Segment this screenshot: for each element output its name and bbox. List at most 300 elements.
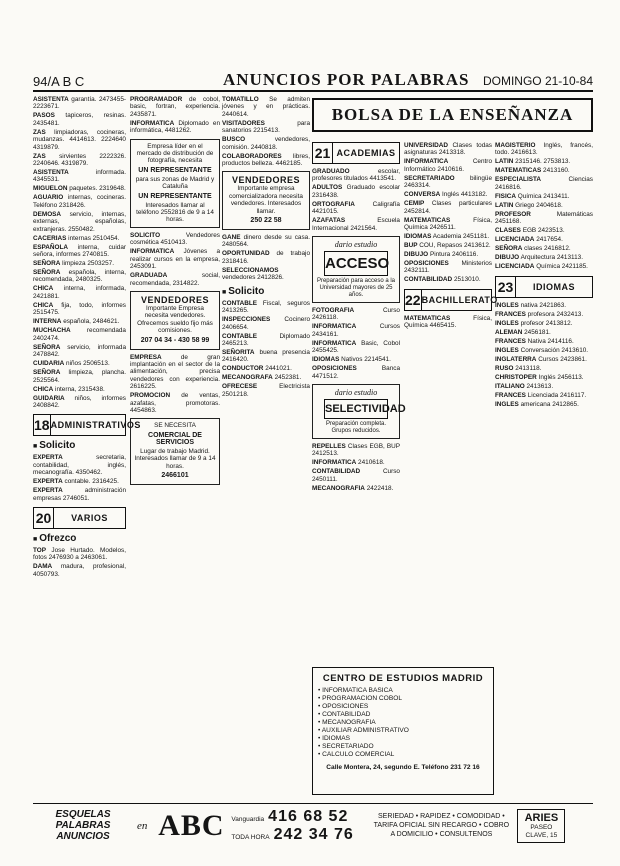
ads-list: [312, 168, 400, 232]
classified-ad: [495, 383, 593, 390]
classified-ad: [495, 329, 593, 336]
ad-body: 2452381.: [274, 374, 302, 382]
ad-body: social, recomendada, 2314822.: [130, 272, 220, 287]
ad-keyword: CLASES: [495, 227, 521, 235]
ad-body: para sanatorios 2215413.: [222, 119, 310, 135]
ad-keyword: REPELLES: [312, 443, 346, 451]
ads-list: [222, 96, 310, 167]
ad-intro: Empresa líder en el mercado de distribución de fotografía, necesita: [136, 142, 214, 165]
aries-logo: [517, 809, 565, 843]
classified-ad: [130, 96, 220, 118]
classified-ad: [130, 354, 220, 391]
ad-keyword: MATEMATICAS: [404, 216, 451, 224]
ad-keyword: ASISTENTA: [33, 96, 69, 103]
ad-keyword: INSPECCIONES: [222, 316, 271, 324]
classified-ad: [130, 392, 220, 414]
classified-ad: [33, 327, 126, 342]
classified-ad: [33, 285, 126, 300]
classified-ad: [222, 136, 310, 151]
classified-ad: [312, 168, 400, 183]
ad-keyword: PROGRAMADOR: [130, 96, 183, 103]
classified-ad: [312, 485, 400, 492]
classified-ad: [222, 96, 310, 118]
ad-body: de ventas, azafatas, promotoras. 4454863.: [130, 392, 220, 414]
classified-ad: [404, 233, 492, 240]
ad-body: 2456181.: [524, 328, 551, 336]
ad-keyword: GUIDARIA: [33, 394, 65, 402]
classified-ad: [33, 344, 126, 359]
ad-body: Cursos 2423861.: [538, 355, 587, 363]
ad-body: Griego 2404618.: [515, 201, 563, 209]
aries-address: PASEO CLAVE, 15: [525, 823, 558, 839]
classified-ad: [33, 487, 126, 502]
classified-ad: [33, 185, 126, 192]
ad-body: Curso 2450111.: [312, 468, 400, 483]
ads-list: [404, 142, 492, 284]
ad-body: Clases particulares 2452814.: [404, 200, 492, 215]
classified-ad: [33, 369, 126, 384]
course-list: [318, 687, 488, 759]
ad-keyword: FRANCES: [495, 310, 526, 318]
classified-ad: [404, 276, 492, 283]
ad-body: Clases EGB, BUP 2412513.: [312, 443, 401, 458]
ad-body: servicio, internas, externas, españolas, extranjeras. 2550482.: [33, 210, 126, 233]
ad-body: interna, informada, 2421881.: [33, 285, 126, 300]
course-item: • INFORMATICA BASICA: [318, 687, 488, 695]
ad-body: Ciencias 2416816.: [495, 176, 593, 191]
ad-address: Calle Montera, 24, segundo E. Teléfono 231 72 16: [326, 764, 480, 771]
ad-body: Pintura 2406116.: [429, 251, 479, 259]
ad-keyword: EXPERTA: [33, 454, 63, 462]
ad-body: niños 2506513.: [66, 360, 110, 368]
ad-keyword: ADULTOS: [312, 184, 343, 192]
ad-keyword: OPORTUNIDAD: [222, 250, 270, 258]
ad-keyword: MECANOGRAFA: [222, 374, 273, 382]
ad-body: Clases todas asignaturas 2413318.: [404, 142, 492, 157]
ad-body: 2413160.: [543, 167, 570, 175]
ad-keyword: ALEMAN: [495, 328, 523, 336]
ads-list: [222, 234, 310, 282]
classified-ad: [495, 401, 593, 408]
classified-ad: [312, 443, 400, 458]
ad-keyword: GRADUADA: [130, 272, 168, 280]
phone-number[interactable]: 242 34 76: [273, 825, 354, 843]
classified-ad: [222, 234, 310, 249]
ad-body: 2413118.: [515, 364, 542, 372]
ad-body: de trabajo 2318416.: [222, 250, 310, 265]
ad-keyword: INGLES: [495, 301, 519, 309]
ad-title: COMERCIAL DE SERVICIOS: [148, 431, 202, 446]
ad-keyword: CONDUCTOR: [222, 365, 264, 373]
ad-keyword: COLABORADORES: [222, 152, 282, 160]
section-number: 23: [496, 277, 516, 297]
ad-keyword: MUCHACHA: [33, 327, 71, 335]
classified-ad: [222, 267, 310, 282]
ad-body: Graduado escolar 2316438.: [312, 184, 400, 199]
ad-keyword: EXPERTA: [33, 478, 63, 486]
classified-ad: [404, 158, 492, 173]
section-name: IDIOMAS: [532, 281, 575, 292]
classified-ad: [312, 365, 400, 380]
ad-body: escolar, profesores titulados 4413541.: [312, 168, 400, 183]
ad-body: libres, productos belleza. 4462185.: [222, 152, 310, 168]
ad-keyword: INGLES: [495, 319, 519, 327]
classified-ad: [312, 217, 400, 232]
ad-body: Electricista 2501218.: [222, 383, 310, 398]
classified-ad: [312, 340, 400, 355]
display-ad-comercial: [130, 418, 220, 485]
ad-body: Arquitectura 2413113.: [520, 254, 584, 262]
ads-list: [495, 142, 593, 271]
ad-keyword: OFRECESE: [222, 383, 258, 391]
classified-ad: [222, 333, 310, 348]
ad-role: UN REPRESENTANTE: [138, 192, 212, 200]
ad-keyword: AGUARIO: [33, 194, 64, 202]
ad-body: de cobol, basic, fortran, experiencia. 2435871.: [130, 96, 221, 118]
ad-body: Basic, Cobol 2455425.: [312, 339, 400, 355]
ad-text: Lugar de trabajo Madrid. Interesados llamar de 9 a 14 horas.: [134, 447, 216, 470]
classified-ad: [404, 251, 492, 258]
course-item: • AUXILIAR ADMINISTRATIVO: [318, 727, 488, 735]
classified-ad: [33, 169, 126, 184]
phone-number[interactable]: 416 68 52: [268, 807, 349, 825]
ad-body: Jóvenes a realizar cursos en la empresa, 2453091.: [130, 248, 220, 271]
classified-ad: [130, 248, 220, 270]
classified-ad: [495, 338, 593, 345]
classified-ad: [33, 211, 126, 233]
ad-line: SE NECESITA: [154, 422, 196, 430]
ad-keyword: FISICA: [495, 192, 516, 200]
classified-ad: [33, 269, 126, 284]
ad-body: fija, todo, informes 2515475.: [33, 301, 126, 317]
ad-body: Física, Química 2426511.: [404, 216, 492, 232]
classified-ad: [404, 142, 492, 157]
classified-ad: [222, 374, 310, 381]
ad-keyword: MECANOGRAFIA: [312, 484, 365, 492]
ad-keyword: DAMA: [33, 563, 53, 571]
course-item: • OPOSICIONES: [318, 703, 488, 711]
classified-ad: [33, 194, 126, 209]
ad-body: de gran implantación en el sector de la alimentación, precisa vendedores con experiencia. 2616225.: [130, 353, 220, 391]
aries-name: ARIES: [524, 811, 559, 824]
ad-body: 2422418.: [366, 484, 394, 492]
ad-body: paquetes. 2319648.: [69, 185, 126, 193]
ad-keyword: UNIVERSIDAD: [404, 142, 449, 149]
section-number: 20: [34, 508, 54, 528]
classified-ad: [495, 142, 593, 157]
classified-ad: [222, 349, 310, 364]
ad-body: vendedores 2412826.: [222, 274, 284, 282]
ads-list: [130, 232, 220, 287]
ad-text: para sus zonas de Madrid y Cataluña: [135, 175, 215, 191]
classified-ad: [495, 227, 593, 234]
section-box-academias: [312, 142, 400, 164]
ad-keyword: CHRISTOPER: [495, 373, 537, 381]
ad-keyword: INFORMATICA: [312, 339, 357, 347]
ad-body: 2315146. 2753813.: [515, 158, 571, 166]
classified-ad: [33, 96, 126, 111]
ad-keyword: OPOSICIONES: [404, 260, 449, 268]
classified-ad: [33, 260, 126, 267]
classified-ad: [495, 263, 593, 270]
ad-body: 2513010.: [453, 276, 481, 284]
classified-ad: [495, 236, 593, 243]
ad-body: 2417654.: [536, 236, 563, 244]
ad-keyword: SELECCIONAMOS: [222, 266, 279, 274]
course-item: • IDIOMAS: [318, 735, 488, 743]
classified-ad: [222, 316, 310, 331]
ad-keyword: INGLATERRA: [495, 355, 537, 363]
ad-keyword: IDIOMAS: [404, 233, 432, 241]
ad-keyword: ITALIANO: [495, 382, 525, 390]
ad-body: Fiscal, seguros 2413265.: [222, 299, 310, 315]
ad-keyword: SEÑORITA: [222, 348, 255, 356]
ad-body: madura, profesional, 4050793.: [33, 563, 126, 578]
classified-ad: [495, 302, 593, 309]
ad-body: internas 2510454.: [68, 234, 120, 242]
classified-ad: [222, 120, 310, 135]
ad-body: profesora 2432413.: [527, 310, 584, 318]
classified-ad: [312, 323, 400, 338]
ad-body: interna, cuidar señora, informes 2740815.: [33, 243, 127, 259]
ad-phone: 250 22 58: [250, 217, 282, 225]
classified-ad: [404, 315, 492, 330]
ad-role: UN REPRESENTANTE: [138, 166, 212, 174]
classified-ad: [33, 454, 126, 476]
classified-ad: [495, 365, 593, 372]
ad-body: 2410618.: [358, 459, 385, 467]
ad-body: contable. 2316425.: [64, 478, 119, 486]
ad-keyword: INFORMATICA: [130, 248, 175, 256]
display-ad-vendedores: [130, 291, 220, 350]
page-number: 94/A B C: [33, 74, 85, 89]
section-number: 21: [313, 143, 333, 163]
classified-ad: [312, 468, 400, 483]
ad-text: Importante Empresa necesita vendedores. Ofrecemos sueldo fijo más comisiones.: [137, 304, 213, 335]
ad-body: limpiadoras, cocineras, mudanzas. 4414613. 2224640 4319879.: [33, 128, 126, 151]
ad-keyword: DEMOSA: [33, 210, 62, 218]
ad-body: Curso 2426118.: [312, 307, 400, 322]
ads-list: [130, 96, 220, 135]
footer-en: en: [137, 819, 148, 832]
ad-keyword: INFORMATICA: [312, 459, 357, 467]
ad-body: Licenciada 2416117.: [527, 391, 587, 399]
ad-keyword: SOLICITO: [130, 231, 161, 239]
ad-body: Inglés, francés, todo. 2416613.: [495, 142, 594, 157]
ad-keyword: CONTABILIDAD: [404, 276, 453, 284]
classified-ad: [495, 254, 593, 261]
ad-title: CENTRO DE ESTUDIOS MADRID: [322, 673, 484, 684]
classified-ad: [33, 478, 126, 485]
ad-body: Inglés 2456113.: [538, 373, 584, 381]
ad-body: Nativos 2214541.: [341, 356, 391, 364]
ad-keyword: SECRETARIADO: [404, 174, 455, 182]
classified-ad: [495, 347, 593, 354]
ad-keyword: VISITADORES: [222, 119, 265, 127]
classified-ad: [312, 356, 400, 363]
ad-body: Nativa 2414116.: [527, 337, 574, 345]
ad-keyword: SEÑORA: [495, 245, 523, 253]
classified-ad: [130, 272, 220, 287]
ad-keyword: MAGISTERIO: [495, 142, 536, 149]
classified-ad: [130, 232, 220, 247]
abc-logo: ABC: [158, 808, 225, 842]
ad-keyword: CHICA: [33, 301, 54, 309]
ad-keyword: INFORMATICA: [312, 323, 357, 331]
course-item: • MECANOGRAFIA: [318, 719, 488, 727]
ad-keyword: LICENCIADA: [495, 236, 535, 244]
classified-ad: [495, 320, 593, 327]
classified-ad: [312, 184, 400, 199]
classified-ad: [404, 175, 492, 190]
ads-list: [33, 454, 126, 502]
ad-body: recomendada 2402474.: [33, 327, 126, 342]
ads-list: [495, 302, 593, 408]
ad-body: Inglés 4413182.: [442, 191, 488, 199]
ads-list: [33, 96, 126, 409]
ad-keyword: SEÑORA: [33, 260, 61, 268]
ad-keyword: IDIOMAS: [312, 356, 340, 364]
ads-list: [404, 315, 492, 330]
ad-keyword: SEÑORA: [33, 343, 61, 351]
classified-ad: [495, 193, 593, 200]
ad-keyword: SEÑORA: [33, 369, 61, 377]
phone-label: TODA HORA: [231, 833, 270, 841]
ad-body: niños, informes 2408842.: [33, 394, 126, 409]
ad-body: Química 2413411.: [517, 192, 570, 200]
ad-keyword: TOP: [33, 546, 47, 554]
ad-keyword: CONVERSA: [404, 191, 441, 199]
ad-body: internas, cocineras. Teléfono 2318426.: [33, 194, 126, 209]
section-name: ADMINISTRATIVOS: [50, 420, 141, 431]
section-box-administrativos: [33, 414, 141, 436]
section-box-varios: [33, 507, 126, 529]
bolsa-ensenanza-banner: BOLSA DE LA ENSEÑANZA: [312, 98, 593, 132]
classified-ad: [495, 374, 593, 381]
ad-keyword: CONTABILIDAD: [312, 468, 361, 476]
classified-ad: [33, 235, 126, 242]
footer-services-label: ESQUELAS PALABRAS ANUNCIOS: [55, 809, 111, 842]
ad-body: secretaria, contabilidad, inglés, mecanografía. 4350462.: [33, 454, 126, 477]
column-6: [495, 142, 593, 799]
ad-body: administración empresas 2746051.: [33, 487, 126, 502]
ad-body: 2413613.: [526, 382, 554, 390]
subheading-ofrezco: ■ Ofrezco: [33, 533, 126, 544]
ad-keyword: INGLES: [495, 400, 519, 408]
classified-ad: [404, 260, 492, 275]
ad-title: ACCESO: [324, 251, 388, 276]
ad-keyword: BUSCO: [222, 136, 246, 144]
classified-ad: [404, 242, 492, 249]
ad-keyword: CEMIP: [404, 200, 425, 208]
ad-body: Centro Informático 2410616.: [404, 158, 492, 173]
column-5: [404, 142, 498, 660]
ad-keyword: PASOS: [33, 112, 55, 120]
column-1: [33, 96, 141, 799]
ad-body: interna, 2315438.: [55, 385, 105, 393]
course-item: • CONTABILIDAD: [318, 711, 488, 719]
classified-ad: [222, 383, 310, 398]
section-name: ACADEMIAS: [336, 148, 396, 158]
ads-list: [312, 307, 400, 380]
ad-body: Física, Química 4465415.: [404, 314, 492, 330]
ad-keyword: CHICA: [33, 385, 54, 393]
ads-list: [130, 354, 220, 415]
ad-body: española, interna, recomendada, 2480325.: [33, 269, 126, 284]
ad-body: Matemáticas 2451168.: [495, 210, 593, 226]
classified-ad: [312, 307, 400, 322]
display-ad-representante: [130, 139, 220, 228]
ads-list: [222, 300, 310, 398]
classified-ad: [404, 217, 492, 232]
ad-body: 2441021.: [265, 365, 292, 373]
footer-phones: [231, 808, 371, 844]
classified-ad: [222, 250, 310, 265]
ad-keyword: MIGUELON: [33, 185, 68, 193]
ad-keyword: CHICA: [33, 285, 54, 293]
ad-keyword: ZAS: [33, 128, 46, 136]
ad-keyword: FRANCES: [495, 337, 526, 345]
ad-body: Caligrafía 4421015.: [312, 200, 400, 216]
ad-phone: 2466101: [161, 472, 189, 479]
phone-label: Vanguardia: [231, 815, 265, 823]
ad-body: servicio, informada 2478842.: [33, 343, 126, 359]
ad-body: EGB 2423513.: [522, 227, 565, 235]
ads-list: [312, 443, 400, 492]
classified-ad: [495, 158, 593, 165]
ad-body: Conversación 2413610.: [520, 346, 589, 354]
ad-body: Diplomado 2465213.: [222, 332, 310, 347]
issue-date: DOMINGO 21-10-84: [482, 74, 593, 88]
ad-keyword: ESPAÑOLA: [33, 243, 69, 251]
classified-ad: [33, 129, 126, 151]
section-title: ANUNCIOS POR PALABRAS: [223, 70, 470, 89]
ad-keyword: GANE: [222, 234, 241, 242]
ad-keyword: ESPECIALISTA: [495, 176, 542, 184]
classified-ad: [130, 120, 220, 135]
display-ad-vendedores-2: [222, 171, 310, 230]
ad-keyword: CACERIAS: [33, 234, 67, 242]
ad-keyword: ZAS: [33, 152, 46, 160]
display-ad-centro-estudios: [312, 667, 494, 795]
ad-body: Vendedores cosmética 4510413.: [130, 231, 220, 247]
ad-body: limpieza 2503257.: [62, 260, 114, 268]
ad-body: buena presencia 2416420.: [222, 348, 310, 364]
ad-text: Preparación para acceso a la Universidad mayores de 25 años.: [316, 278, 396, 299]
ad-keyword: TOMATILLO: [222, 96, 259, 103]
classified-ad: [312, 201, 400, 216]
classified-ad: [312, 459, 400, 466]
classified-ad: [33, 112, 126, 127]
section-name: BACHILLERATO: [421, 294, 498, 305]
ad-brand: dario estudio: [334, 240, 378, 250]
ad-keyword: PROMOCION: [130, 392, 171, 400]
ad-body: Diplomado en informática, 4481262.: [130, 119, 221, 135]
subheading-solicito: ■ Solicito: [33, 440, 126, 451]
ad-keyword: CONTABLE: [222, 299, 258, 307]
section-number: 22: [405, 291, 421, 308]
ad-title: VENDEDORES: [140, 294, 209, 305]
ad-keyword: MATEMATICAS: [495, 167, 542, 175]
classified-ad: [495, 176, 593, 191]
ad-body: Jose Hurtado. Modelos, fotos 2476930 a 2463061.: [33, 546, 126, 562]
ad-keyword: EMPRESA: [130, 353, 162, 361]
ad-keyword: CONTABLE: [222, 332, 258, 340]
ad-body: tapiceros, resinas. 2435481.: [33, 112, 127, 127]
ad-body: bilingüe 2463314.: [404, 174, 492, 190]
ad-body: clases 2416812.: [524, 245, 571, 253]
ad-body: vendedores, comisión. 2440818.: [222, 136, 310, 151]
